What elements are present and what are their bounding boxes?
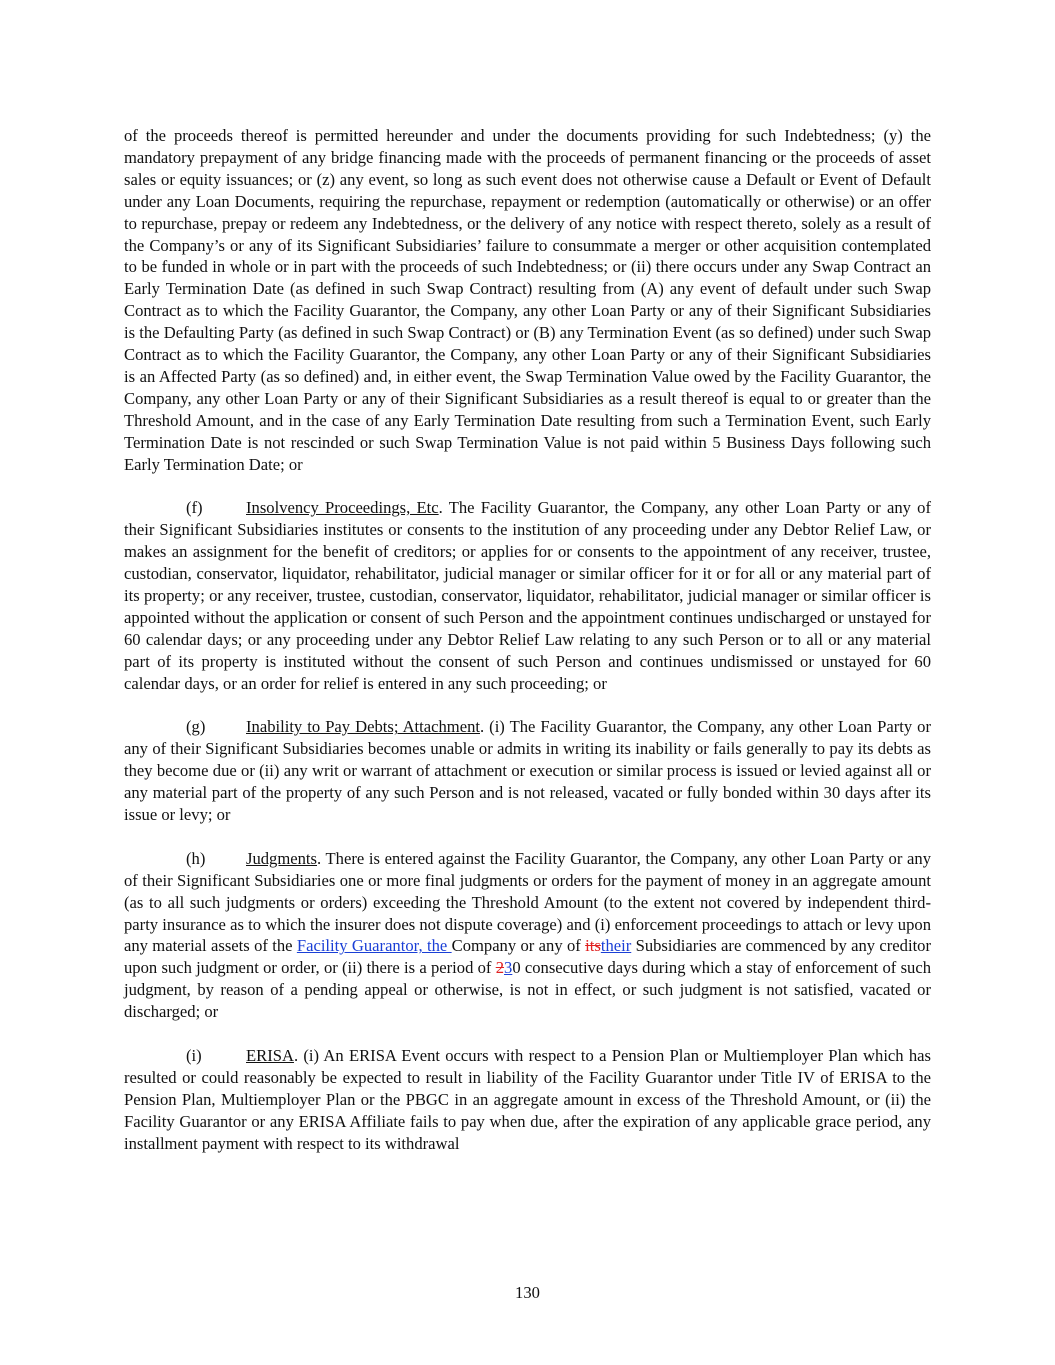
paragraph-f xyxy=(124,497,931,694)
paragraph-f-number: (f) xyxy=(186,498,203,518)
paragraph-g xyxy=(124,716,931,826)
paragraph-f-heading: Insolvency Proceedings, Etc xyxy=(246,498,439,518)
deletion-its: its xyxy=(585,936,601,956)
insertion-3: 3 xyxy=(504,958,513,978)
paragraph-h-heading: Judgments xyxy=(246,848,317,868)
deletion-2: 2 xyxy=(495,958,505,978)
paragraph-e-continuation: of the proceeds thereof is permitted hereunder and under the documents providing for such Indebtedness; (y) the mandatory prepayment of any bridge financing made with the proceeds of permanent financing or the proceeds of asset sales or equity issuances; or (z) any event, so long as such event does not otherwise cause a Default or Event of Default under any Loan Documents, requiring the repurchase, repayment or redemption (automatically or otherwise) or an offer to repurchase, prepay or redeem any Indebtedness, or the delivery of any notice with respect thereto, solely as a result of the Company’s or any of its Significant Subsidiaries’ failure to consummate a merger or other acquisition contemplated to be funded in whole or in part with the proceeds of such Indebtedness; or (ii) there occurs under any Swap Contract an Early Termination Date (as defined in such Swap Contract) resulting from (A) any event of default under such Swap Contract as to which the Facility Guarantor, the Company, any other Loan Party or any of their Significant Subsidiaries is the Defaulting Party (as defined in such Swap Contract) or (B) any Termination Event (as so defined) under such Swap Contract as to which the Facility Guarantor, the Company, any other Loan Party or any of their Significant Subsidiaries is an Affected Party (as so defined) and, in either event, the Swap Termination Value owed by the Facility Guarantor, the Company, any other Loan Party or any of their Significant Subsidiaries as a result thereof is equal to or greater than the Threshold Amount, and in the case of any Early Termination Date resulting from such a Termination Event, such Early Termination Date is not rescinded or such Swap Termination Value is not paid within 5 Business Days following such Early Termination Date; or xyxy=(124,126,931,474)
paragraph-i-text: . (i) An ERISA Event occurs with respect to a Pension Plan or Multiemployer Plan which has resulted or could reasonably be expected to result in liability of the Facility Guarantor under Title IV of ERISA to the Pension Plan, Multiemployer Plan or the PBGC in an aggregate amount in excess of the Threshold Amount, or (ii) the Facility Guarantor or any ERISA Affiliate fails to pay when due, after the expiration of any applicable grace period, any installment payment with respect to its withdrawal xyxy=(124,1046,931,1153)
document-page xyxy=(124,125,931,1155)
paragraph-g-heading: Inability to Pay Debts; Attachment xyxy=(246,717,480,737)
paragraph-i xyxy=(124,1045,931,1155)
paragraph-i-number: (i) xyxy=(186,1046,202,1065)
insertion-their: their xyxy=(600,936,632,956)
paragraph-h-text-2: Company or any of xyxy=(451,936,586,956)
paragraph-h xyxy=(124,848,931,1023)
paragraph-h-text-4: 0 consecutive days during which a stay of enforcement of such judgment, by reason of a pending appeal or otherwise, is not in effect, or such judgment is not satisfied, vacated or discharged; or xyxy=(124,958,931,1022)
paragraph-h-text-1: . There is entered against the Facility Guarantor, the Company, any other Loan Party or any of their Significant Subsidiaries one or more final judgments or orders for the payment of money in an aggregate amount (as to all such judgments or orders) exceeding the Threshold Amount (to the extent not covered by independent third-party insurance as to which the insurer does not dispute coverage) and (i) enforcement proceedings to attach or levy upon any material assets of the xyxy=(124,848,931,956)
paragraph-h-number: (h) xyxy=(186,848,206,868)
paragraph-i-heading: ERISA xyxy=(246,1046,294,1065)
paragraph-g-number: (g) xyxy=(186,717,206,737)
insertion-facility-guarantor: Facility Guarantor, the xyxy=(296,936,452,956)
page-number: 130 xyxy=(515,1283,540,1302)
paragraph-f-text: . The Facility Guarantor, the Company, any other Loan Party or any of their Significant Subsidiaries institutes or consents to the institution of any proceeding under any Debtor Relief Law, or makes an assignment for the benefit of creditors; or applies for or consents to the appointment of any receiver, trustee, custodian, conservator, liquidator, rehabilitator, judicial manager or similar officer for it or for all or any material part of its property; or any receiver, trustee, custodian, conservator, liquidator, rehabilitator, judicial manager or similar officer is appointed without the application or consent of such Person and the appointment continues undischarged or unstayed for 60 calendar days; or any proceeding under any Debtor Relief Law relating to any such Person or to all or any material part of its property is instituted without the consent of such Person and continues undismissed or unstayed for 60 calendar days, or an order for relief is entered in any such proceeding; or xyxy=(124,498,931,693)
paragraph-g-text: . (i) The Facility Guarantor, the Company, any other Loan Party or any of their Significant Subsidiaries becomes unable or admits in writing its inability or fails generally to pay its debts as they become due or (ii) any writ or warrant of attachment or execution or similar process is issued or levied against all or any material part of the property of any such Person and is not released, vacated or fully bonded within 30 days after its issue or levy; or xyxy=(124,717,931,825)
paragraph-h-text-3: Subsidiaries are commenced by any creditor upon such judgment or order, or (ii) there is a period of xyxy=(124,936,932,978)
